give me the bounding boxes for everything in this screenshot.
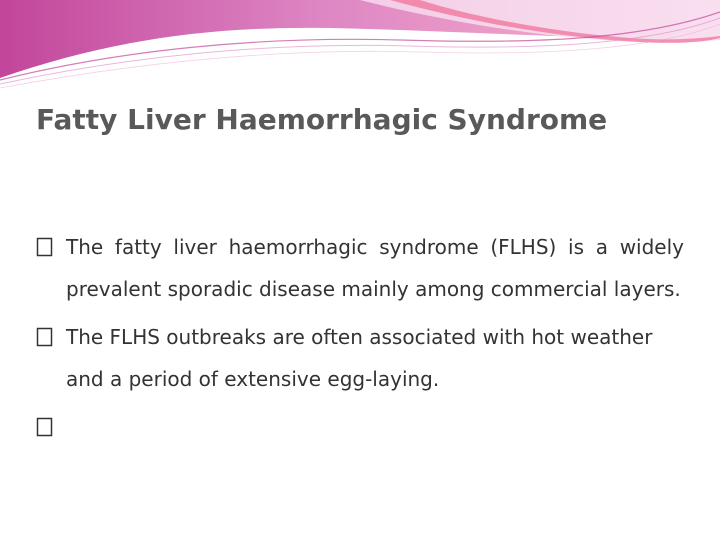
bullet-item-empty [36,406,684,448]
header-swoosh-decoration [0,0,720,90]
missing-glyph-icon [36,417,53,437]
missing-glyph-icon [36,237,53,257]
bullet-text: The FLHS outbreaks are often associated with hot weather and a period of extensive egg-laying. [66,325,653,391]
bullet-text: The fatty liver haemorrhagic syndrome (FLHS) is a widely prevalent sporadic disease mainly among commercial layers. [66,235,684,301]
bullet-item-flhs-definition [36,226,684,310]
slide-title: Fatty Liver Haemorrhagic Syndrome [36,103,608,136]
bullet-list [36,226,684,448]
bullet-item-flhs-outbreaks [36,316,684,400]
missing-glyph-icon [36,327,53,347]
